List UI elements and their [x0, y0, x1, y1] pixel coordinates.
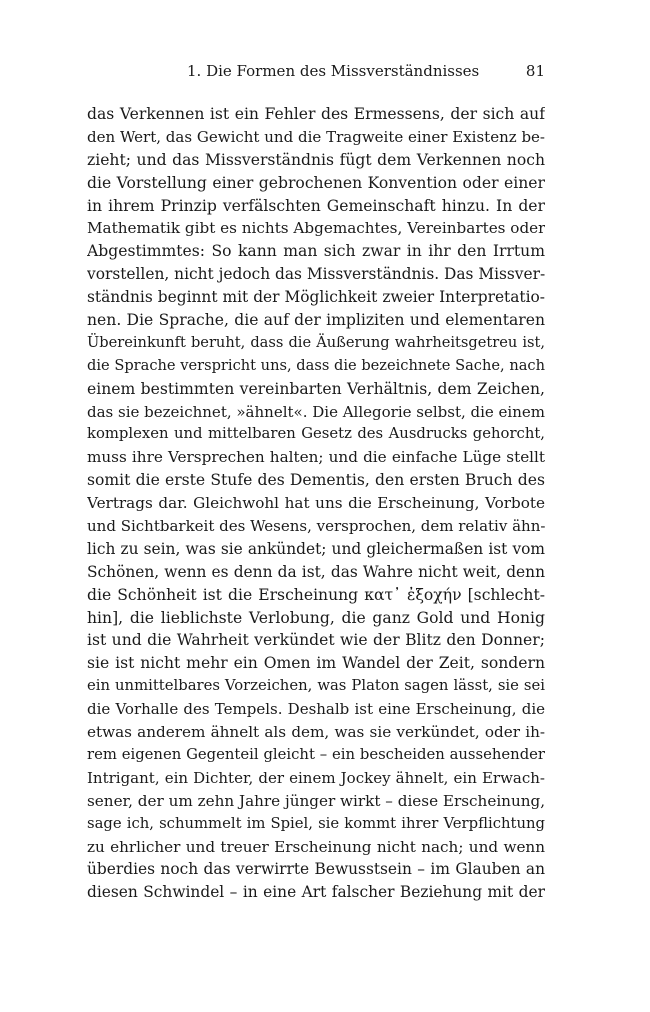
text-line: die Schönheit ist die Erscheinung κατ᾽ ἐξοχήν [schlecht-	[87, 585, 545, 604]
text-line: komplexen und mittelbaren Gesetz des Ausdrucks gehorcht,	[87, 425, 545, 443]
text-line: das sie bezeichnet, »ähnelt«. Die Allegorie selbst, die einem	[87, 402, 545, 421]
chapter-running-title: 1. Die Formen des Missverständnisses	[187, 62, 480, 80]
text-line: vorstellen, nicht jedoch das Missverständnis. Das Missver-	[87, 265, 545, 284]
text-line: einem bestimmten vereinbarten Verhältnis, dem Zeichen,	[87, 379, 545, 398]
text-line: zieht; und das Missverständnis fügt dem Verkennen noch	[87, 150, 545, 169]
text-line: Intrigant, ein Dichter, der einem Jockey ähnelt, ein Erwach-	[87, 768, 545, 787]
text-line: die Sprache verspricht uns, dass die bezeichnete Sache, nach	[87, 356, 545, 374]
text-line: Schönen, wenn es denn da ist, das Wahre nicht weit, denn	[87, 562, 545, 581]
text-line: die Vorstellung einer gebrochenen Konvention oder einer	[87, 173, 545, 192]
text-line: die Vorhalle des Tempels. Deshalb ist eine Erscheinung, die	[87, 700, 545, 719]
text-line: ein unmittelbares Vorzeichen, was Platon sagen lässt, sie sei	[87, 677, 545, 695]
text-line: nen. Die Sprache, die auf der impliziten und elementaren	[87, 311, 545, 330]
text-line: und Sichtbarkeit des Wesens, versprochen, dem relativ ähn-	[87, 517, 545, 536]
text-line: in ihrem Prinzip verfälschten Gemeinschaft hinzu. In der	[87, 196, 545, 215]
text-line: Abgestimmtes: So kann man sich zwar in ihr den Irrtum	[87, 242, 545, 261]
text-line: überdies noch das verwirrte Bewusstsein – im Glauben an	[87, 860, 545, 879]
text-line: hin], die lieblichste Verlobung, die ganz Gold und Honig	[87, 608, 545, 627]
text-line: den Wert, das Gewicht und die Tragweite einer Existenz be-	[87, 127, 545, 146]
body-text	[87, 103, 545, 904]
text-line: sage ich, schummelt im Spiel, sie kommt ihrer Verpflichtung	[87, 814, 545, 832]
text-line: somit die erste Stufe des Dementis, den ersten Bruch des	[87, 471, 545, 490]
text-line: das Verkennen ist ein Fehler des Ermessens, der sich auf	[87, 105, 545, 123]
text-line: zu ehrlicher und treuer Erscheinung nicht nach; und wenn	[87, 837, 545, 856]
text-line: Vertrags dar. Gleichwohl hat uns die Erscheinung, Vorbote	[87, 494, 545, 513]
text-line: ständnis beginnt mit der Möglichkeit zweier Interpretatio-	[87, 288, 545, 307]
text-line: lich zu sein, was sie ankündet; und gleichermaßen ist vom	[87, 539, 545, 558]
text-line: sie ist nicht mehr ein Omen im Wandel der Zeit, sondern	[87, 654, 545, 673]
text-line: Mathematik gibt es nichts Abgemachtes, Vereinbartes oder	[87, 219, 545, 238]
text-line: rem eigenen Gegenteil gleicht – ein bescheiden aussehender	[87, 745, 545, 763]
text-line: muss ihre Versprechen halten; und die einfache Lüge stellt	[87, 448, 545, 467]
text-line: diesen Schwindel – in eine Art falscher Beziehung mit der	[87, 883, 545, 902]
text-line: sener, der um zehn Jahre jünger wirkt – diese Erscheinung,	[87, 791, 545, 810]
text-line: ist und die Wahrheit verkündet wie der Blitz den Donner;	[87, 631, 545, 650]
running-head	[87, 60, 545, 82]
text-line: etwas anderem ähnelt als dem, was sie verkündet, oder ih-	[87, 723, 545, 742]
page-number: 81	[525, 62, 545, 80]
text-line: Übereinkunft beruht, dass die Äußerung wahrheitsgetreu ist,	[87, 333, 545, 351]
